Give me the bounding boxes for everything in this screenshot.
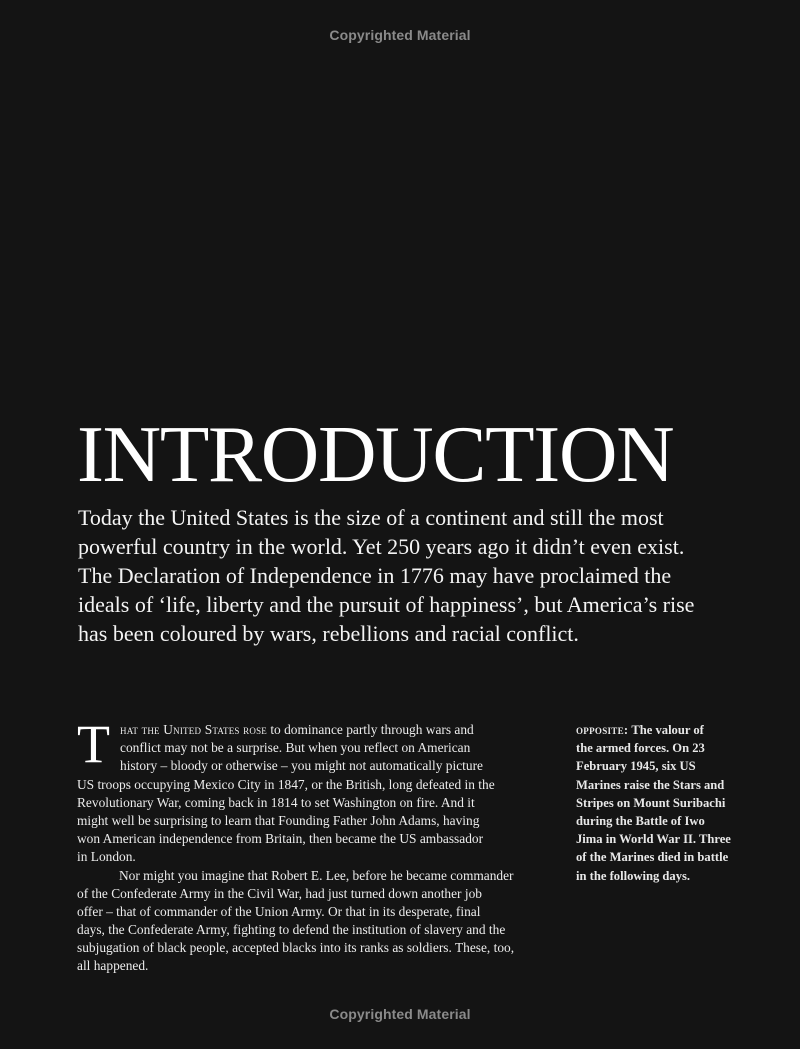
body-line: in London. [77,849,136,865]
lead-in-smallcaps: hat the United States rose [120,722,267,737]
body-line: all happened. [77,958,149,974]
body-line: US troops occupying Mexico City in 1847, or the British, long defeated in the [77,776,495,792]
standfirst-line: Today the United States is the size of a continent and still the most [78,505,664,530]
photo-caption [576,721,756,885]
standfirst-line: has been coloured by wars, rebellions and racial conflict. [78,621,579,646]
caption-line: Stripes on Mount Suribachi [576,795,726,810]
body-line: Revolutionary War, coming back in 1814 to set Washington on fire. And it [77,794,475,810]
body-line: subjugation of black people, accepted blacks into its ranks as soldiers. These, too, [77,940,515,956]
body-line: Nor might you imagine that Robert E. Lee, before he became commander [119,867,514,883]
body-text [77,714,547,976]
caption-line: the armed forces. On 23 [576,741,705,756]
caption-line: February 1945, six US [576,759,696,774]
caption-line [576,721,756,739]
caption-line: Jima in World War II. Three [576,832,731,847]
body-line: might well be surprising to learn that Founding Father John Adams, having [77,812,480,828]
copyright-watermark-top: Copyrighted Material [329,27,471,43]
body-line [77,721,547,739]
body-line: conflict may not be a surprise. But when you reflect on American [120,740,471,756]
caption-line: Marines raise the Stars and [576,777,725,792]
caption-label: opposite: [576,723,629,737]
page-title: INTRODUCTION [77,409,674,499]
standfirst-line: The Declaration of Independence in 1776 may have proclaimed the [78,563,672,588]
drop-cap: T [77,714,110,774]
body-line: won American independence from Britain, then became the US ambassador [77,831,484,847]
standfirst-intro [78,503,758,648]
body-line: days, the Confederate Army, fighting to defend the institution of slavery and the [77,922,506,938]
caption-line: in the following days. [576,868,691,883]
body-line-text: to dominance partly through wars and [266,722,474,737]
caption-line: of the Marines died in battle [576,850,729,865]
body-line: history – bloody or otherwise – you might not automatically picture [120,758,483,774]
body-line: offer – that of commander of the Union Army. Or that in its desperate, final [77,903,481,919]
caption-line: during the Battle of Iwo [576,813,705,828]
body-line: of the Confederate Army in the Civil War, had just turned down another job [77,885,482,901]
standfirst-line: powerful country in the world. Yet 250 years ago it didn’t even exist. [78,534,685,559]
copyright-watermark-bottom: Copyrighted Material [329,1006,471,1022]
caption-line-text: The valour of [628,723,704,737]
standfirst-line: ideals of ‘life, liberty and the pursuit of happiness’, but America’s rise [78,592,695,617]
